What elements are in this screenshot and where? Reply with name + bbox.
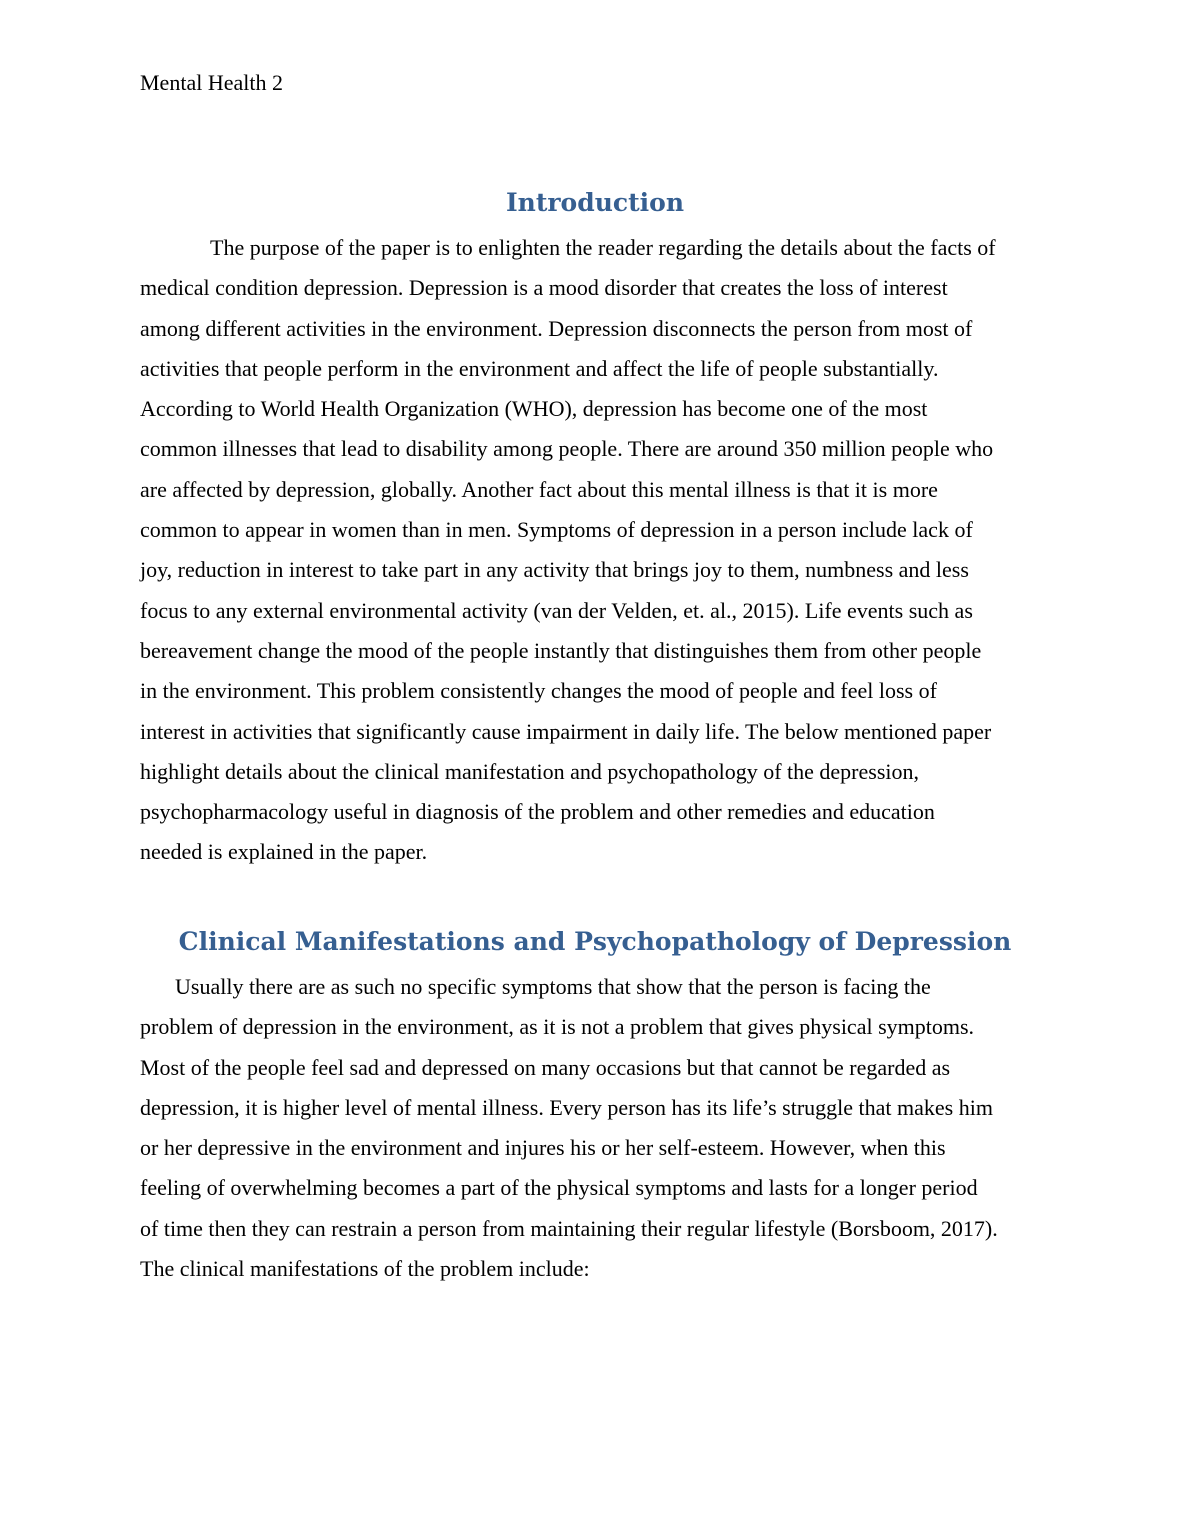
paragraph-clinical-manifestations [140, 967, 998, 1289]
paragraph-line: or her depressive in the environment and injures his or her self-esteem. However, when this [140, 1135, 946, 1161]
paragraph-line: psychopharmacology useful in diagnosis of the problem and other remedies and education [140, 799, 935, 825]
paragraph-line: interest in activities that significantly cause impairment in daily life. The below mentioned paper [140, 718, 992, 744]
paragraph-line: needed is explained in the paper. [140, 839, 428, 865]
paragraph-line: in the environment. This problem consistently changes the mood of people and feel loss of [140, 678, 937, 704]
paragraph-line: highlight details about the clinical manifestation and psychopathology of the depression, [140, 758, 919, 784]
paragraph-line: common illnesses that lead to disability among people. There are around 350 million people who [140, 436, 994, 462]
paragraph-line: medical condition depression. Depression is a mood disorder that creates the loss of interest [140, 275, 948, 301]
paragraph-line: bereavement change the mood of the people instantly that distinguishes them from other people [140, 637, 982, 663]
section-heading-clinical-manifestations: Clinical Manifestations and Psychopathology of Depression [178, 927, 1012, 956]
paragraph-line: common to appear in women than in men. Symptoms of depression in a person include lack of [140, 517, 973, 543]
paragraph-line: problem of depression in the environment, as it is not a problem that gives physical symptoms. [140, 1014, 975, 1040]
paragraph-line: activities that people perform in the environment and affect the life of people substantially. [140, 355, 939, 381]
paragraph-line: of time then they can restrain a person from maintaining their regular lifestyle (Borsboom, 2017). [140, 1215, 998, 1241]
paragraph-line: The purpose of the paper is to enlighten the reader regarding the details about the facts of [210, 235, 996, 260]
running-head: Mental Health 2 [140, 70, 283, 95]
paragraph-line: Usually there are as such no specific symptoms that show that the person is facing the [175, 974, 931, 999]
paragraph-line: The clinical manifestations of the problem include: [140, 1256, 590, 1282]
paragraph-line: joy, reduction in interest to take part in any activity that brings joy to them, numbness and less [140, 557, 969, 583]
section-heading-introduction: Introduction [505, 188, 685, 217]
paragraph-line: are affected by depression, globally. Another fact about this mental illness is that it is more [140, 476, 938, 502]
paragraph-line: among different activities in the environment. Depression disconnects the person from most of [140, 315, 973, 341]
paragraph-introduction [140, 228, 996, 873]
paragraph-line: focus to any external environmental activity (van der Velden, et. al., 2015). Life events such as [140, 597, 973, 623]
paragraph-line: According to World Health Organization (WHO), depression has become one of the most [140, 396, 928, 422]
paragraph-line: depression, it is higher level of mental illness. Every person has its life’s struggle that makes him [140, 1094, 993, 1120]
paragraph-line: feeling of overwhelming becomes a part of the physical symptoms and lasts for a longer period [140, 1175, 978, 1201]
paragraph-line: Most of the people feel sad and depressed on many occasions but that cannot be regarded as [140, 1054, 951, 1080]
